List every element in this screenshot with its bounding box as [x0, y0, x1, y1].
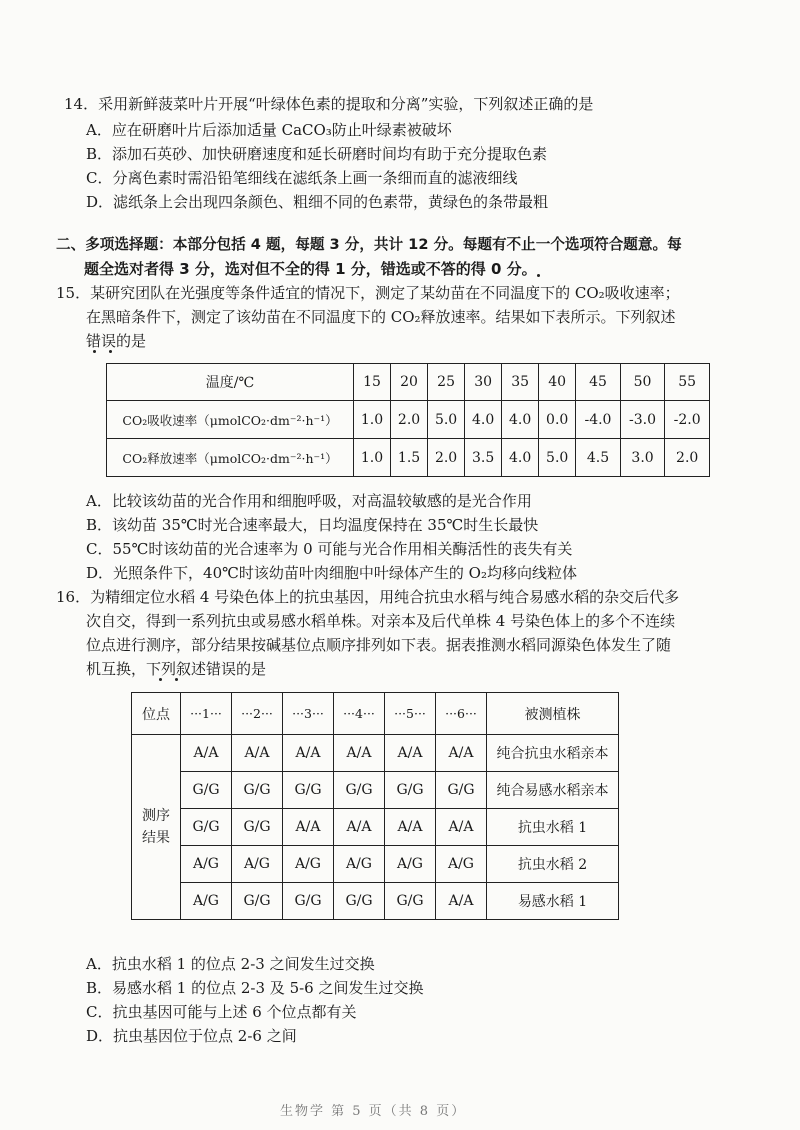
genotype-cell: G/G [385, 772, 436, 809]
q16-option-c: C．抗虫基因可能与上述 6 个位点都有关 [86, 1003, 357, 1021]
q14-option-c: C．分离色素时需沿铅笔细线在滤纸条上画一条细而直的滤液细线 [86, 169, 518, 187]
table-row [132, 809, 619, 846]
q16-option-a: A．抗虫水稻 1 的位点 2-3 之间发生过交换 [86, 955, 375, 973]
genotype-cell: A/A [334, 809, 385, 846]
genotype-cell: A/G [181, 846, 232, 883]
genotype-cell: A/A [334, 735, 385, 772]
table-row [132, 735, 619, 772]
q15-data-table [106, 363, 710, 477]
emphasis-dot [93, 350, 96, 353]
q15-stem-line1: 15．某研究团队在光强度等条件适宜的情况下，测定了某幼苗在不同温度下的 CO₂吸收速率； [56, 284, 680, 302]
q15-stem-line3: 错误的是 [86, 332, 147, 350]
value-cell: -2.0 [665, 401, 710, 439]
site-header: 位点 [132, 693, 181, 735]
emphasis-dot [109, 350, 112, 353]
value-cell: 1.5 [391, 439, 428, 477]
q15-option-d: D．光照条件下，40℃时该幼苗叶肉细胞中叶绿体产生的 O₂均移向线粒体 [86, 564, 577, 582]
q15-option-a: A．比较该幼苗的光合作用和细胞呼吸，对高温较敏感的是光合作用 [86, 492, 532, 510]
value-cell: 1.0 [354, 439, 391, 477]
value-cell: 2.0 [665, 439, 710, 477]
q16-stem-line3: 位点进行测序，部分结果按碱基位点顺序排列如下表。据表推测水稻同源染色体发生了随 [86, 636, 672, 654]
site-cell: ···5··· [385, 693, 436, 735]
temp-cell: 15 [354, 364, 391, 401]
table-header-row [107, 364, 710, 401]
result-label-cell [132, 735, 181, 920]
row-label: CO₂吸收速率（μmolCO₂·dm⁻²·h⁻¹） [107, 401, 354, 439]
value-cell: 4.0 [465, 401, 502, 439]
section2-rules: 题全选对者得 3 分，选对但不全的得 1 分，错选或不答的得 0 分。 [84, 260, 537, 278]
genotype-cell: A/G [232, 846, 283, 883]
table-row [107, 401, 710, 439]
genotype-cell: A/A [385, 809, 436, 846]
genotype-cell: A/G [334, 846, 385, 883]
genotype-cell: A/A [436, 809, 487, 846]
q16-option-b: B．易感水稻 1 的位点 2-3 及 5-6 之间发生过交换 [86, 979, 424, 997]
temperature-header: 温度/℃ [107, 364, 354, 401]
genotype-cell: G/G [334, 883, 385, 920]
value-cell: 3.0 [620, 439, 665, 477]
q16-sequencing-table [131, 692, 619, 920]
genotype-cell: G/G [385, 883, 436, 920]
q14-option-a: A．应在研磨叶片后添加适量 CaCO₃防止叶绿素被破坏 [86, 121, 452, 139]
q14-option-d: D．滤纸条上会出现四条颜色、粗细不同的色素带，黄绿色的条带最粗 [86, 193, 549, 211]
table-row [132, 883, 619, 920]
genotype-cell: G/G [283, 772, 334, 809]
q15-option-b: B．该幼苗 35℃时光合速率最大，日均温度保持在 35℃时生长最快 [86, 516, 539, 534]
q14-option-b: B．添加石英砂、加快研磨速度和延长研磨时间均有助于充分提取色素 [86, 145, 548, 163]
temp-cell: 50 [620, 364, 665, 401]
site-cell: ···6··· [436, 693, 487, 735]
site-cell: ···1··· [181, 693, 232, 735]
table-header-row [132, 693, 619, 735]
emphasis-dot [159, 678, 162, 681]
q16-stem-line4: 机互换，下列叙述错误的是 [86, 660, 267, 678]
value-cell: 4.0 [502, 439, 539, 477]
table-row [132, 772, 619, 809]
genotype-cell: A/A [283, 809, 334, 846]
q15-option-c: C．55℃时该幼苗的光合速率为 0 可能与光合作用相关酶活性的丧失有关 [86, 540, 573, 558]
temp-cell: 45 [576, 364, 621, 401]
genotype-cell: A/A [283, 735, 334, 772]
section2-heading: 二、多项选择题：本部分包括 4 题，每题 3 分，共计 12 分。每题有不止一个选项符合题意。每 [56, 236, 682, 253]
row-label: CO₂释放速率（μmolCO₂·dm⁻²·h⁻¹） [107, 439, 354, 477]
value-cell: 1.0 [354, 401, 391, 439]
temp-cell: 55 [665, 364, 710, 401]
genotype-cell: A/A [436, 735, 487, 772]
emphasis-dot [537, 274, 540, 277]
genotype-cell: G/G [334, 772, 385, 809]
genotype-cell: A/A [436, 883, 487, 920]
emphasis-dot [175, 678, 178, 681]
value-cell: 0.0 [539, 401, 576, 439]
q14-stem: 14．采用新鲜菠菜叶片开展“叶绿体色素的提取和分离”实验，下列叙述正确的是 [64, 95, 594, 113]
value-cell: 4.5 [576, 439, 621, 477]
genotype-cell: G/G [232, 883, 283, 920]
site-cell: ···2··· [232, 693, 283, 735]
genotype-cell: G/G [436, 772, 487, 809]
plant-cell: 纯合易感水稻亲本 [487, 772, 619, 809]
value-cell: 2.0 [391, 401, 428, 439]
genotype-cell: G/G [181, 809, 232, 846]
genotype-cell: A/A [385, 735, 436, 772]
plant-cell: 抗虫水稻 1 [487, 809, 619, 846]
genotype-cell: A/G [385, 846, 436, 883]
value-cell: -3.0 [620, 401, 665, 439]
genotype-cell: A/G [181, 883, 232, 920]
genotype-cell: A/G [436, 846, 487, 883]
q16-stem-line1: 16．为精细定位水稻 4 号染色体上的抗虫基因，用纯合抗虫水稻与纯合易感水稻的杂交后代多 [56, 588, 680, 606]
value-cell: 3.5 [465, 439, 502, 477]
q16-option-d: D．抗虫基因位于位点 2-6 之间 [86, 1027, 297, 1045]
genotype-cell: G/G [181, 772, 232, 809]
genotype-cell: A/G [283, 846, 334, 883]
temp-cell: 35 [502, 364, 539, 401]
genotype-cell: A/A [181, 735, 232, 772]
result-label: 测序结果 [141, 808, 170, 846]
plant-cell: 抗虫水稻 2 [487, 846, 619, 883]
value-cell: 5.0 [539, 439, 576, 477]
value-cell: 5.0 [428, 401, 465, 439]
temp-cell: 20 [391, 364, 428, 401]
q15-stem-line2: 在黑暗条件下，测定了该幼苗在不同温度下的 CO₂释放速率。结果如下表所示。下列叙述 [86, 308, 676, 326]
genotype-cell: G/G [283, 883, 334, 920]
site-cell: ···3··· [283, 693, 334, 735]
temp-cell: 40 [539, 364, 576, 401]
temp-cell: 25 [428, 364, 465, 401]
genotype-cell: G/G [232, 772, 283, 809]
page-footer: 生物学 第 5 页（共 8 页） [280, 1104, 467, 1119]
site-cell: ···4··· [334, 693, 385, 735]
plant-cell: 易感水稻 1 [487, 883, 619, 920]
value-cell: 4.0 [502, 401, 539, 439]
genotype-cell: A/A [232, 735, 283, 772]
table-row [132, 846, 619, 883]
genotype-cell: G/G [232, 809, 283, 846]
plant-cell: 纯合抗虫水稻亲本 [487, 735, 619, 772]
q16-stem-line2: 次自交，得到一系列抗虫或易感水稻单株。对亲本及后代单株 4 号染色体上的多个不连续 [86, 612, 676, 630]
plant-header: 被测植株 [487, 693, 619, 735]
value-cell: 2.0 [428, 439, 465, 477]
value-cell: -4.0 [576, 401, 621, 439]
table-row [107, 439, 710, 477]
temp-cell: 30 [465, 364, 502, 401]
